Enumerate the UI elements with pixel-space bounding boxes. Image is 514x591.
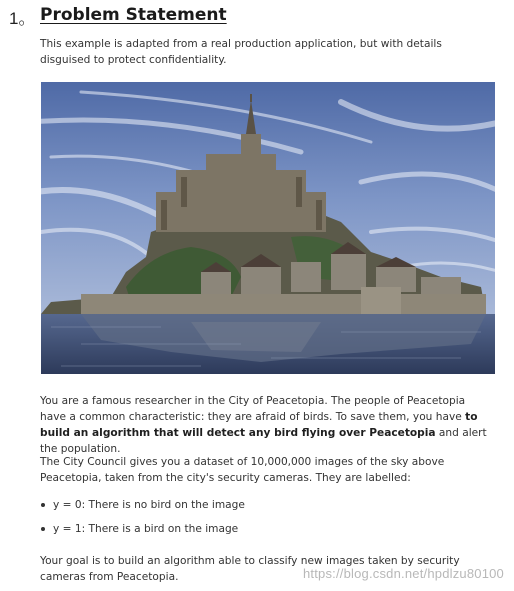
bullet-icon <box>41 503 45 507</box>
label-text: y = 0: There is no bird on the image <box>53 499 245 511</box>
bullet-icon <box>41 527 45 531</box>
island-abbey-photo <box>41 82 495 374</box>
story-text-2: and alert the population. <box>40 427 487 455</box>
watermark: https://blog.csdn.net/hpdlzu80100 <box>302 566 504 581</box>
dataset-paragraph: The City Council gives you a dataset of 10,000,000 images of the sky above Peacetopia, taken from the city's security cameras. They are labelled: <box>40 456 445 484</box>
label-text: y = 1: There is a bird on the image <box>53 523 239 535</box>
list-item <box>40 521 480 545</box>
section-number: 1。 <box>9 9 36 28</box>
story-bold-goal: to build an algorithm that will detect any bird flying over Peacetopia <box>40 411 478 439</box>
label-list <box>40 497 480 545</box>
list-item <box>40 497 480 521</box>
section-title: Problem Statement <box>40 5 227 25</box>
story-paragraph <box>40 393 492 457</box>
intro-paragraph: This example is adapted from a real production application, but with details disguised to protect confidentiality. <box>40 38 442 66</box>
goal-paragraph: Your goal is to build an algorithm able to classify new images taken by security cameras from Peacetopia. <box>40 555 460 583</box>
story-text-1: You are a famous researcher in the City of Peacetopia. The people of Peacetopia have a common characteristic: they are afraid of birds. To save them, you have <box>40 395 466 423</box>
